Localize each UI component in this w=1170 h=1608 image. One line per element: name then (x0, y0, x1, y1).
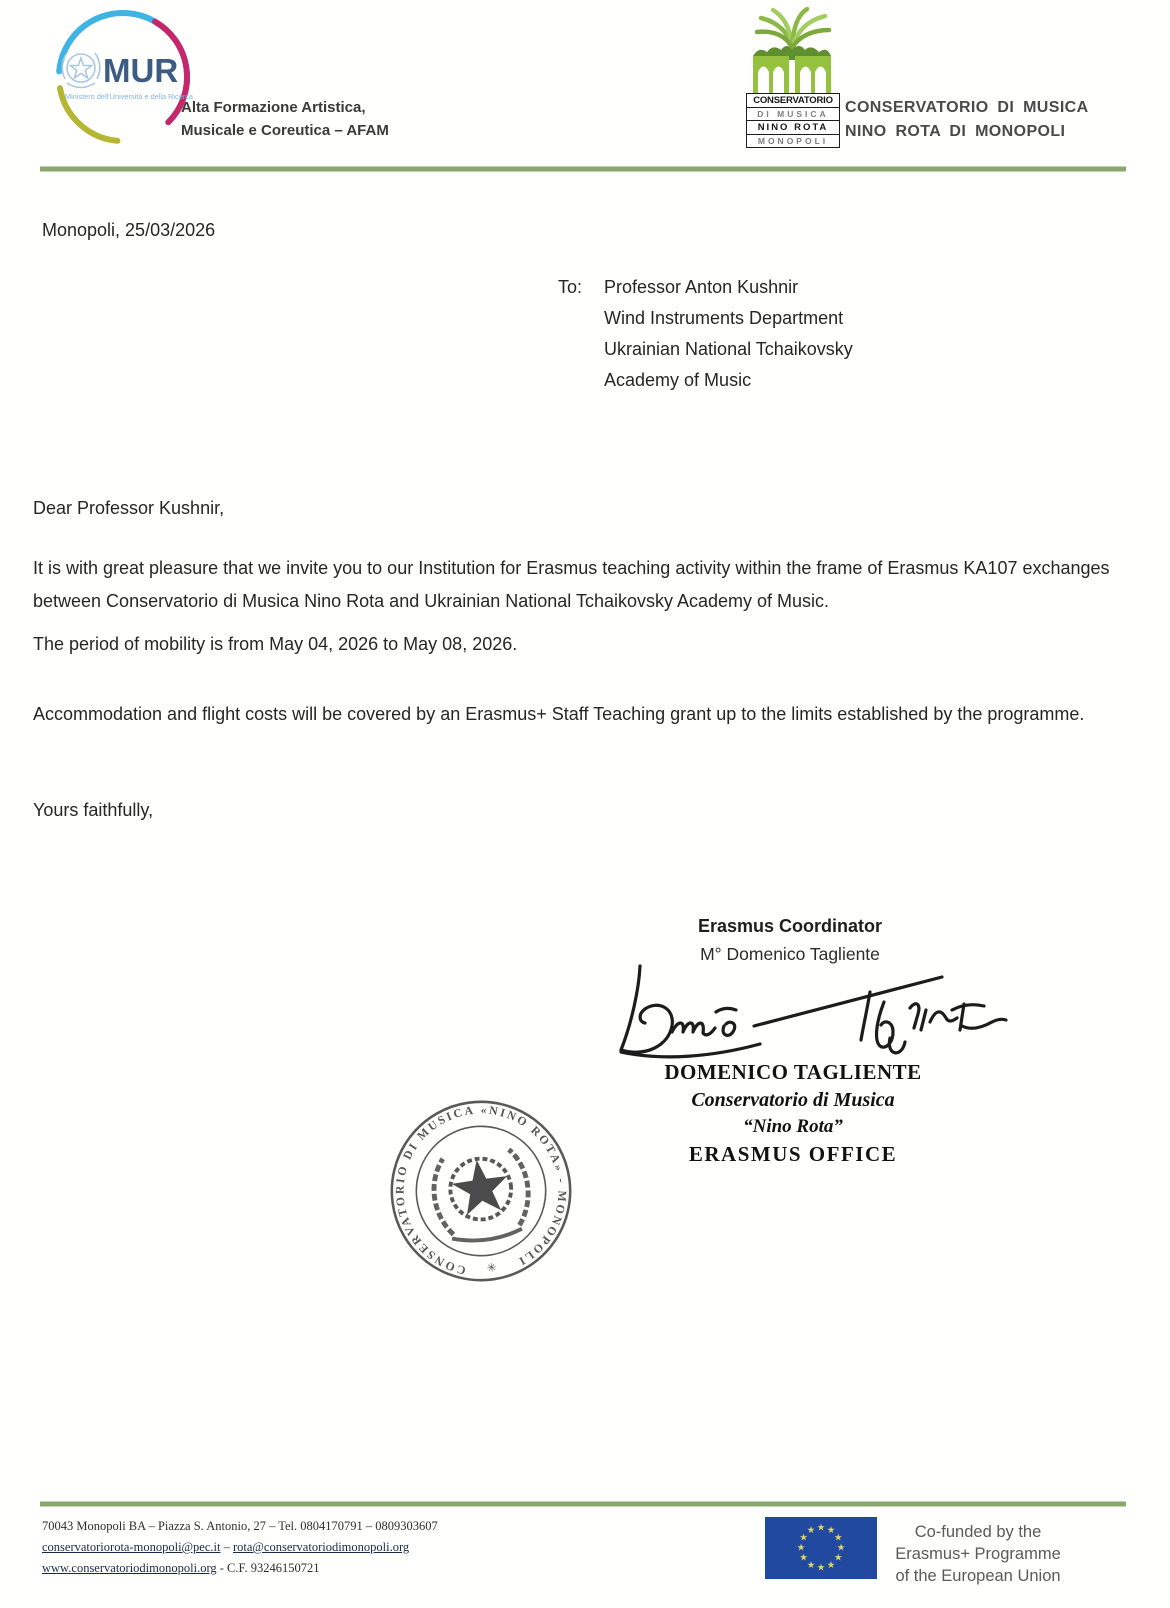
round-stamp-asterisk: ✳ (486, 1260, 498, 1276)
website-link[interactable]: www.conservatoriodimonopoli.org (42, 1561, 217, 1575)
svg-text:★: ★ (799, 1552, 808, 1564)
mur-acronym: MUR (103, 52, 179, 89)
to-label: To: (558, 277, 583, 297)
stamp-name: DOMENICO TAGLIENTE (664, 1060, 922, 1084)
fiscal-code: - C.F. 93246150721 (219, 1561, 320, 1575)
svg-text:★: ★ (816, 1562, 826, 1574)
recipient-line: Wind Instruments Department (604, 308, 844, 328)
stamp-institution: Conservatorio di Musica (691, 1089, 895, 1111)
pec-email-link[interactable]: conservatoriorota-monopoli@pec.it (42, 1540, 221, 1554)
round-stamp (370, 1080, 591, 1301)
body-paragraph-2: The period of mobility is from May 04, 2026 to May 08, 2026. (33, 634, 518, 654)
svg-text:★: ★ (806, 1559, 816, 1571)
body-paragraph-3: Accommodation and flight costs will be covered by an Erasmus+ Staff Teaching grant up to the limits established by the programme. (33, 704, 1085, 724)
svg-text:★: ★ (816, 1522, 826, 1534)
rota-email-link[interactable]: rota@conservatoriodimonopoli.org (232, 1540, 410, 1554)
footer-address: 70043 Monopoli BA – Piazza S. Antonio, 27 – Tel. 0804170791 – 0809303607 (42, 1519, 438, 1533)
italy-emblem-icon (429, 1148, 534, 1246)
eu-flag-icon (765, 1517, 877, 1579)
header-divider (40, 166, 1126, 172)
recipient-line: Ukrainian National Tchaikovsky (604, 339, 853, 359)
palm-leaves (757, 9, 829, 48)
stamp-institution-name: “Nino Rota” (743, 1116, 843, 1137)
footer-web-cf (42, 1558, 438, 1579)
italy-emblem-icon (62, 53, 100, 88)
closing: Yours faithfully, (33, 800, 154, 820)
conservatorio-name: CONSERVATORIO DI MUSICA NINO ROTA DI MONOPOLI (845, 99, 1089, 140)
signatory-name: M° Domenico Tagliente (700, 944, 880, 964)
svg-text:★: ★ (796, 1542, 806, 1554)
svg-text:★: ★ (799, 1532, 808, 1544)
svg-text:★: ★ (806, 1525, 816, 1537)
recipient-line: Academy of Music (604, 370, 752, 390)
conservatorio-logo-text: CONSERVATORIO DI MUSICA NINO ROTA MONOPOLI (746, 93, 840, 148)
signatory-role: Erasmus Coordinator (697, 916, 883, 936)
svg-text:★: ★ (836, 1542, 846, 1554)
footer-contact (42, 1516, 438, 1579)
mur-ministry-label: Ministero dell'Università e della Ricerca (65, 94, 194, 101)
conservatorio-logo-icon (747, 6, 837, 94)
recipient-block (558, 272, 853, 396)
svg-text:★: ★ (834, 1552, 843, 1564)
office-stamp-text (628, 1058, 958, 1168)
body-paragraph-1: It is with great pleasure that we invite you to our Institution for Erasmus teaching activity within the frame of Erasmus KA107 exchanges between Conservatorio di Musica Nino Rota and Ukrainian National Tchaikovsky Academy of Music. (33, 558, 1110, 611)
afam-label: Alta Formazione Artistica, Musicale e Coreutica – AFAM (181, 99, 389, 139)
round-stamp-ring-text: CONSERVATORIO DI MUSICA «NINO ROTA» - MONOPOLI (393, 1103, 569, 1277)
arches (758, 67, 826, 95)
svg-text:★: ★ (834, 1532, 843, 1544)
recipient-line: Professor Anton Kushnir (604, 277, 799, 297)
footer-separator: – (223, 1540, 230, 1554)
eu-cofunded-label: Co-funded by the Erasmus+ Programme of the European Union (895, 1523, 1061, 1585)
handwritten-signature (612, 960, 1012, 1060)
dateline: Monopoli, 25/03/2026 (42, 220, 216, 240)
svg-text:★: ★ (826, 1525, 836, 1537)
footer-emails (42, 1537, 438, 1558)
footer-divider (40, 1501, 1126, 1507)
stamp-office: ERASMUS OFFICE (688, 1142, 898, 1166)
mur-logo (45, 5, 195, 150)
salutation: Dear Professor Kushnir, (33, 498, 225, 518)
svg-text:★: ★ (826, 1559, 836, 1571)
recipient-address (604, 272, 853, 396)
